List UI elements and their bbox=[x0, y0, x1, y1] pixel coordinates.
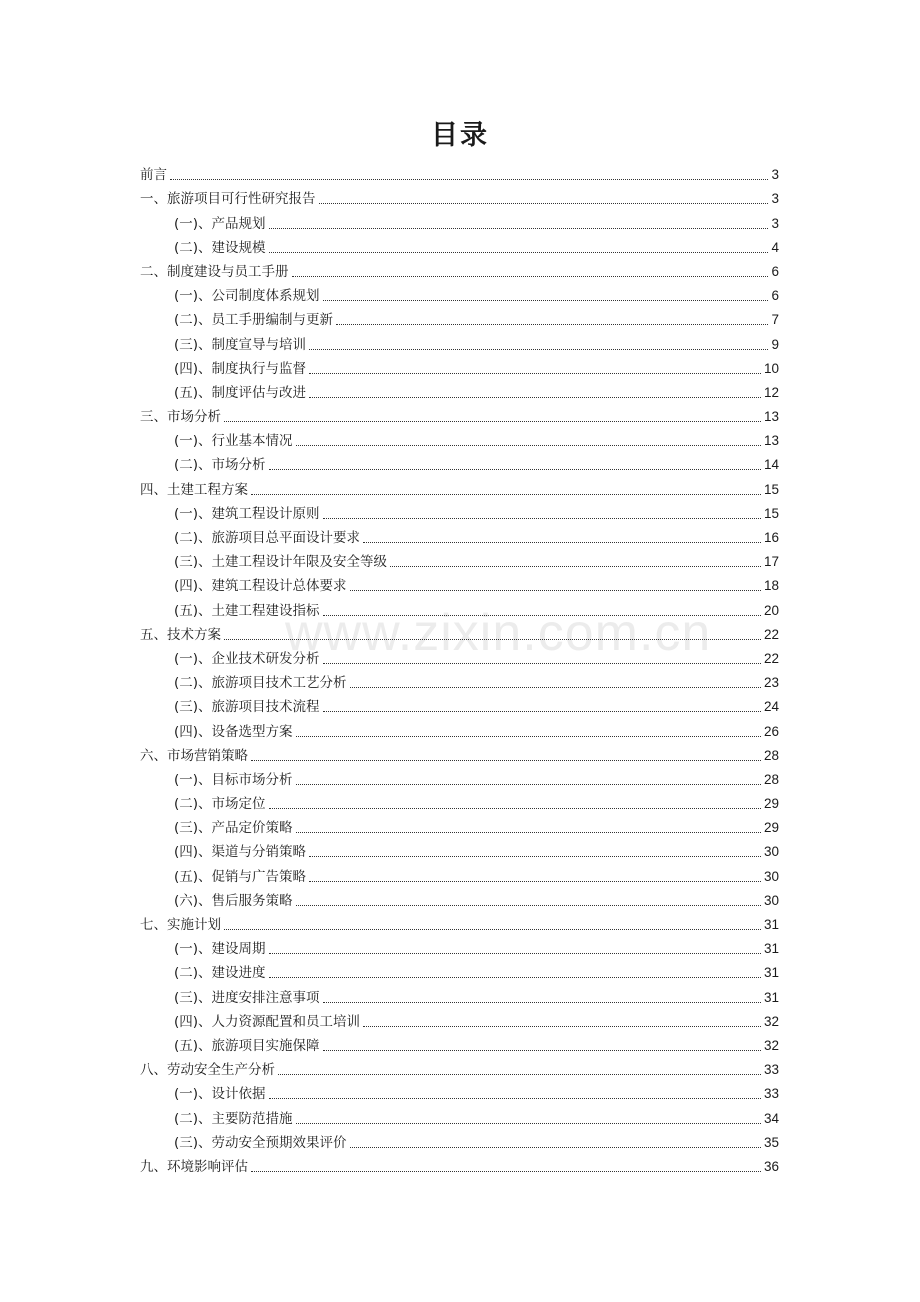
dot-leader bbox=[350, 590, 761, 591]
toc-subsection-entry[interactable] bbox=[140, 813, 779, 837]
dot-leader bbox=[323, 615, 761, 616]
toc-subsection-entry[interactable] bbox=[140, 450, 779, 474]
dot-leader bbox=[323, 663, 761, 664]
toc-entry-label: 一、旅游项目可行性研究报告 bbox=[140, 191, 316, 208]
toc-entry-label: (五)、土建工程建设指标 bbox=[174, 602, 320, 619]
toc-entry-page-number: 14 bbox=[763, 457, 779, 473]
toc-section-entry[interactable] bbox=[140, 910, 779, 934]
toc-subsection-entry[interactable] bbox=[140, 1031, 779, 1055]
toc-subsection-entry[interactable] bbox=[140, 281, 779, 305]
toc-entry-page-number: 10 bbox=[763, 360, 779, 376]
toc-entry-label: (五)、促销与广告策略 bbox=[174, 868, 307, 885]
page-title: 目录 bbox=[431, 120, 489, 151]
toc-subsection-entry[interactable] bbox=[140, 716, 779, 740]
toc-entry-label: (一)、企业技术研发分析 bbox=[174, 650, 320, 667]
dot-leader bbox=[224, 929, 761, 930]
toc-subsection-entry[interactable] bbox=[140, 1079, 779, 1103]
toc-entry-label: (二)、员工手册编制与更新 bbox=[174, 312, 334, 329]
dot-leader bbox=[309, 397, 761, 398]
dot-leader bbox=[224, 639, 761, 640]
toc-entry-label: (六)、售后服务策略 bbox=[174, 892, 293, 909]
toc-subsection-entry[interactable] bbox=[140, 1103, 779, 1127]
toc-entry-page-number: 22 bbox=[763, 650, 779, 666]
toc-entry-page-number: 35 bbox=[763, 1134, 779, 1150]
toc-entry-page-number: 9 bbox=[771, 336, 779, 352]
toc-entry-page-number: 13 bbox=[763, 409, 779, 425]
toc-entry-page-number: 30 bbox=[763, 868, 779, 884]
toc-subsection-entry[interactable] bbox=[140, 934, 779, 958]
toc-entry-label: (三)、旅游项目技术流程 bbox=[174, 699, 320, 716]
toc-entry-page-number: 3 bbox=[771, 191, 779, 207]
toc-entry-page-number: 3 bbox=[771, 167, 779, 183]
toc-entry-label: (五)、旅游项目实施保障 bbox=[174, 1037, 320, 1054]
toc-entry-label: (三)、进度安排注意事项 bbox=[174, 989, 320, 1006]
toc-subsection-entry[interactable] bbox=[140, 354, 779, 378]
toc-entry-label: (四)、制度执行与监督 bbox=[174, 360, 307, 377]
toc-entry-page-number: 31 bbox=[763, 965, 779, 981]
dot-leader bbox=[269, 808, 761, 809]
toc-entry-page-number: 29 bbox=[763, 796, 779, 812]
dot-leader bbox=[269, 977, 761, 978]
toc-section-entry[interactable] bbox=[140, 474, 779, 498]
dot-leader bbox=[309, 881, 761, 882]
toc-entry-page-number: 29 bbox=[763, 820, 779, 836]
watermark: www.zixin.com.cn bbox=[285, 604, 712, 662]
dot-leader bbox=[309, 373, 761, 374]
toc-entry-page-number: 36 bbox=[763, 1158, 779, 1174]
toc-entry-page-number: 18 bbox=[763, 578, 779, 594]
dot-leader bbox=[251, 494, 761, 495]
toc-entry-page-number: 4 bbox=[771, 239, 779, 255]
toc-subsection-entry[interactable] bbox=[140, 886, 779, 910]
toc-subsection-entry[interactable] bbox=[140, 644, 779, 668]
toc-entry-label: 二、制度建设与员工手册 bbox=[140, 263, 289, 280]
toc-entry-page-number: 31 bbox=[763, 917, 779, 932]
toc-subsection-entry[interactable] bbox=[140, 426, 779, 450]
toc-entry-page-number: 7 bbox=[771, 312, 779, 328]
toc-entry-label: 四、土建工程方案 bbox=[140, 481, 248, 498]
toc-subsection-entry[interactable] bbox=[140, 595, 779, 619]
toc-entry-page-number: 31 bbox=[763, 989, 779, 1005]
toc-section-entry[interactable] bbox=[140, 402, 779, 426]
toc-entry-label: 五、技术方案 bbox=[140, 626, 221, 643]
dot-leader bbox=[309, 856, 761, 857]
toc-entry-label: 九、环境影响评估 bbox=[140, 1158, 248, 1175]
toc-entry-page-number: 33 bbox=[763, 1086, 779, 1102]
toc-subsection-entry[interactable] bbox=[140, 571, 779, 595]
toc-entry-label: (二)、主要防范措施 bbox=[174, 1110, 293, 1127]
dot-leader bbox=[323, 300, 769, 301]
dot-leader bbox=[296, 784, 761, 785]
toc-subsection-entry[interactable] bbox=[140, 378, 779, 402]
toc-subsection-entry[interactable] bbox=[140, 547, 779, 571]
dot-leader bbox=[269, 953, 761, 954]
toc-entry-label: 六、市场营销策略 bbox=[140, 747, 248, 764]
toc-entry-page-number: 28 bbox=[763, 747, 779, 763]
toc-entry-page-number: 17 bbox=[763, 554, 779, 570]
toc-entry-label: (二)、旅游项目总平面设计要求 bbox=[174, 530, 361, 546]
dot-leader bbox=[323, 1002, 761, 1003]
toc-entry-label: (一)、产品规划 bbox=[174, 215, 266, 232]
dot-leader bbox=[170, 179, 768, 180]
dot-leader bbox=[278, 1074, 761, 1075]
toc-subsection-entry[interactable] bbox=[140, 208, 779, 232]
toc-entry-page-number: 20 bbox=[763, 602, 779, 618]
dot-leader bbox=[309, 349, 768, 350]
toc-entry-page-number: 30 bbox=[763, 892, 779, 908]
toc-entry-label: (二)、市场分析 bbox=[174, 457, 266, 474]
toc-section-entry[interactable] bbox=[140, 620, 779, 644]
toc-entry-label: (四)、渠道与分销策略 bbox=[174, 844, 307, 861]
dot-leader bbox=[296, 736, 761, 737]
toc-subsection-entry[interactable] bbox=[140, 958, 779, 982]
dot-leader bbox=[323, 1050, 761, 1051]
toc-entry-label: (五)、制度评估与改进 bbox=[174, 384, 307, 401]
toc-subsection-entry[interactable] bbox=[140, 837, 779, 861]
dot-leader bbox=[251, 760, 761, 761]
toc-subsection-entry[interactable] bbox=[140, 305, 779, 329]
toc-entry-page-number: 31 bbox=[763, 941, 779, 957]
toc-entry-label: (二)、建设规模 bbox=[174, 239, 266, 256]
dot-leader bbox=[323, 711, 761, 712]
toc-subsection-entry[interactable] bbox=[140, 765, 779, 789]
toc-entry-label: 前言 bbox=[140, 167, 167, 184]
dot-leader bbox=[269, 1098, 761, 1099]
toc-entry-page-number: 16 bbox=[763, 530, 779, 545]
dot-leader bbox=[269, 252, 769, 253]
toc-entry-page-number: 32 bbox=[763, 1037, 779, 1053]
dot-leader bbox=[350, 687, 761, 688]
toc-subsection-entry[interactable] bbox=[140, 861, 779, 885]
toc-subsection-entry[interactable] bbox=[140, 1007, 779, 1031]
toc-entry-label: (三)、劳动安全预期效果评价 bbox=[174, 1134, 347, 1151]
dot-leader bbox=[323, 518, 761, 519]
toc-entry-page-number: 28 bbox=[763, 771, 779, 787]
toc-entry-label: (一)、建筑工程设计原则 bbox=[174, 505, 320, 522]
toc-entry-page-number: 24 bbox=[763, 699, 779, 715]
toc-subsection-entry[interactable] bbox=[140, 692, 779, 716]
dot-leader bbox=[251, 1171, 761, 1172]
toc-subsection-entry[interactable] bbox=[140, 982, 779, 1006]
dot-leader bbox=[269, 228, 769, 229]
dot-leader bbox=[363, 1026, 761, 1027]
toc-subsection-entry[interactable] bbox=[140, 668, 779, 692]
toc-entry-label: 七、实施计划 bbox=[140, 917, 221, 933]
toc-entry-label: (一)、建设周期 bbox=[174, 941, 266, 958]
dot-leader bbox=[296, 832, 761, 833]
dot-leader bbox=[296, 905, 761, 906]
dot-leader bbox=[363, 542, 761, 543]
toc-entry-page-number: 32 bbox=[763, 1013, 779, 1029]
toc-entry-page-number: 26 bbox=[763, 723, 779, 739]
toc-subsection-entry[interactable] bbox=[140, 499, 779, 523]
dot-leader bbox=[296, 1123, 761, 1124]
toc-entry-page-number: 22 bbox=[763, 626, 779, 642]
toc-section-entry[interactable] bbox=[140, 160, 779, 184]
dot-leader bbox=[296, 445, 761, 446]
toc-entry-page-number: 6 bbox=[771, 288, 779, 304]
dot-leader bbox=[336, 324, 768, 325]
toc-entry-label: 八、劳动安全生产分析 bbox=[140, 1062, 275, 1079]
toc-section-entry[interactable] bbox=[140, 1152, 779, 1176]
dot-leader bbox=[319, 203, 769, 204]
toc-entry-page-number: 23 bbox=[763, 675, 779, 691]
toc-subsection-entry[interactable] bbox=[140, 789, 779, 813]
toc-section-entry[interactable] bbox=[140, 184, 779, 208]
toc-section-entry[interactable] bbox=[140, 741, 779, 765]
toc-subsection-entry[interactable] bbox=[140, 329, 779, 353]
toc-entry-label: 三、市场分析 bbox=[140, 409, 221, 426]
toc-entry-label: (三)、产品定价策略 bbox=[174, 820, 293, 837]
toc-section-entry[interactable] bbox=[140, 1055, 779, 1079]
toc-section-entry[interactable] bbox=[140, 257, 779, 281]
toc-entry-label: (二)、市场定位 bbox=[174, 796, 266, 813]
toc-entry-label: (三)、制度宣导与培训 bbox=[174, 336, 307, 353]
dot-leader bbox=[350, 1147, 761, 1148]
toc-entry-page-number: 13 bbox=[763, 433, 779, 449]
toc-entry-page-number: 33 bbox=[763, 1062, 779, 1078]
toc-entry-page-number: 30 bbox=[763, 844, 779, 860]
dot-leader bbox=[292, 276, 769, 277]
toc-entry-label: (一)、目标市场分析 bbox=[174, 771, 293, 788]
toc-entry-label: (四)、建筑工程设计总体要求 bbox=[174, 578, 347, 595]
toc-entry-label: (四)、设备选型方案 bbox=[174, 723, 293, 740]
toc-entry-label: (四)、人力资源配置和员工培训 bbox=[174, 1013, 361, 1030]
dot-leader bbox=[269, 469, 761, 470]
toc-entry-page-number: 34 bbox=[763, 1110, 779, 1126]
toc-entry-page-number: 3 bbox=[771, 215, 779, 231]
toc-entry-page-number: 15 bbox=[763, 505, 779, 521]
toc-entry-page-number: 15 bbox=[763, 481, 779, 497]
toc-entry-page-number: 12 bbox=[763, 384, 779, 400]
dot-leader bbox=[390, 566, 761, 567]
toc-subsection-entry[interactable] bbox=[140, 233, 779, 257]
toc-entry-page-number: 6 bbox=[771, 263, 779, 279]
toc-subsection-entry[interactable] bbox=[140, 523, 779, 547]
table-of-contents bbox=[140, 160, 779, 1176]
toc-entry-label: (二)、建设进度 bbox=[174, 965, 266, 982]
toc-entry-label: (一)、公司制度体系规划 bbox=[174, 288, 320, 305]
toc-entry-label: (二)、旅游项目技术工艺分析 bbox=[174, 675, 347, 692]
toc-subsection-entry[interactable] bbox=[140, 1128, 779, 1152]
toc-entry-label: (一)、设计依据 bbox=[174, 1086, 266, 1103]
toc-entry-label: (三)、土建工程设计年限及安全等级 bbox=[174, 554, 388, 571]
toc-entry-label: (一)、行业基本情况 bbox=[174, 433, 293, 450]
dot-leader bbox=[224, 421, 761, 422]
